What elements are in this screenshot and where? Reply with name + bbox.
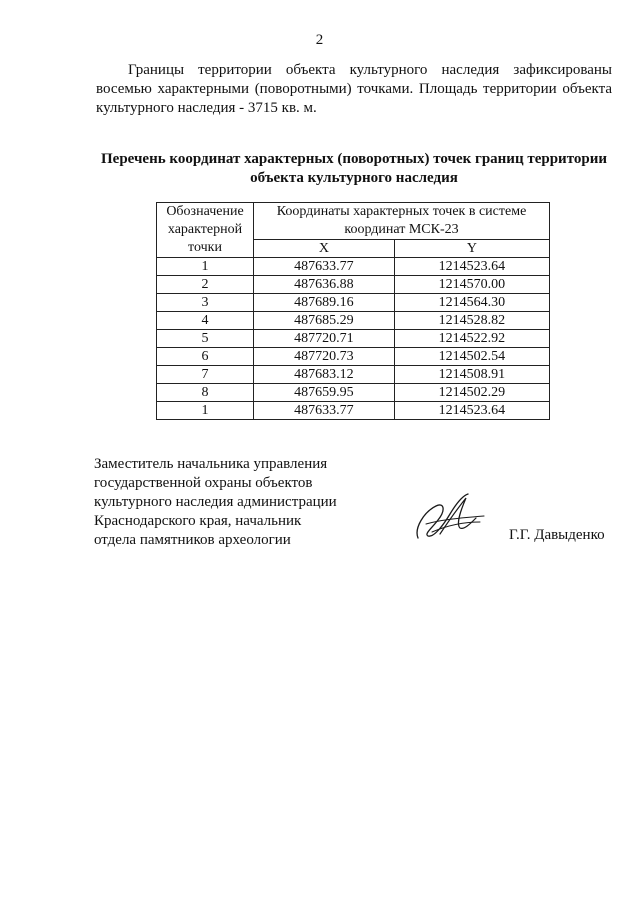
point-cell: 4 — [157, 312, 254, 330]
point-cell: 1 — [157, 402, 254, 420]
x-cell: 487720.71 — [254, 330, 395, 348]
y-cell: 1214502.29 — [394, 384, 549, 402]
table-row — [157, 402, 550, 420]
handwritten-signature — [410, 488, 488, 544]
point-cell: 7 — [157, 366, 254, 384]
signatory-title-line: Заместитель начальника управления — [94, 456, 328, 472]
y-cell: 1214522.92 — [394, 330, 549, 348]
y-cell: 1214570.00 — [394, 276, 549, 294]
point-column-header: Обозначение характерной точки — [157, 203, 254, 258]
x-cell: 487633.77 — [254, 258, 395, 276]
signatory-title-line: культурного наследия администрации — [94, 494, 337, 510]
x-cell: 487659.95 — [254, 384, 395, 402]
table-row — [157, 330, 550, 348]
table-row — [157, 312, 550, 330]
x-cell: 487689.16 — [254, 294, 395, 312]
y-cell: 1214564.30 — [394, 294, 549, 312]
y-cell: 1214528.82 — [394, 312, 549, 330]
point-cell: 2 — [157, 276, 254, 294]
signatory-title-line: Краснодарского края, начальник — [94, 513, 302, 529]
table-row — [157, 348, 550, 366]
table-row — [157, 258, 550, 276]
coordinates-table — [156, 202, 550, 420]
x-cell: 487633.77 — [254, 402, 395, 420]
y-cell: 1214523.64 — [394, 402, 549, 420]
x-cell: 487683.12 — [254, 366, 395, 384]
table-row — [157, 276, 550, 294]
x-cell: 487720.73 — [254, 348, 395, 366]
coordinates-column-header: Координаты характерных точек в системе координат МСК-23 — [254, 203, 550, 240]
table-heading: Перечень координат характерных (поворотных) точек границ территории объекта культурного наследия — [101, 151, 607, 186]
table-row — [157, 366, 550, 384]
point-cell: 5 — [157, 330, 254, 348]
page-number: 2 — [315, 32, 324, 48]
y-column-header: Y — [394, 240, 549, 258]
y-cell: 1214508.91 — [394, 366, 549, 384]
signatory-title-line: государственной охраны объектов — [94, 475, 313, 491]
signer-name: Г.Г. Давыденко — [509, 527, 605, 543]
x-cell: 487636.88 — [254, 276, 395, 294]
signatory-title-line: отдела памятников археологии — [94, 532, 291, 548]
x-column-header: X — [254, 240, 395, 258]
x-cell: 487685.29 — [254, 312, 395, 330]
point-cell: 1 — [157, 258, 254, 276]
point-cell: 8 — [157, 384, 254, 402]
table-row — [157, 384, 550, 402]
signatory-title — [94, 455, 394, 550]
point-cell: 6 — [157, 348, 254, 366]
y-cell: 1214523.64 — [394, 258, 549, 276]
point-cell: 3 — [157, 294, 254, 312]
y-cell: 1214502.54 — [394, 348, 549, 366]
intro-paragraph: Границы территории объекта культурного наследия зафиксированы восемью характерными (поворотными) точками. Площадь территории объекта культурного наследия - 3715 кв. м. — [96, 62, 612, 116]
table-row — [157, 294, 550, 312]
